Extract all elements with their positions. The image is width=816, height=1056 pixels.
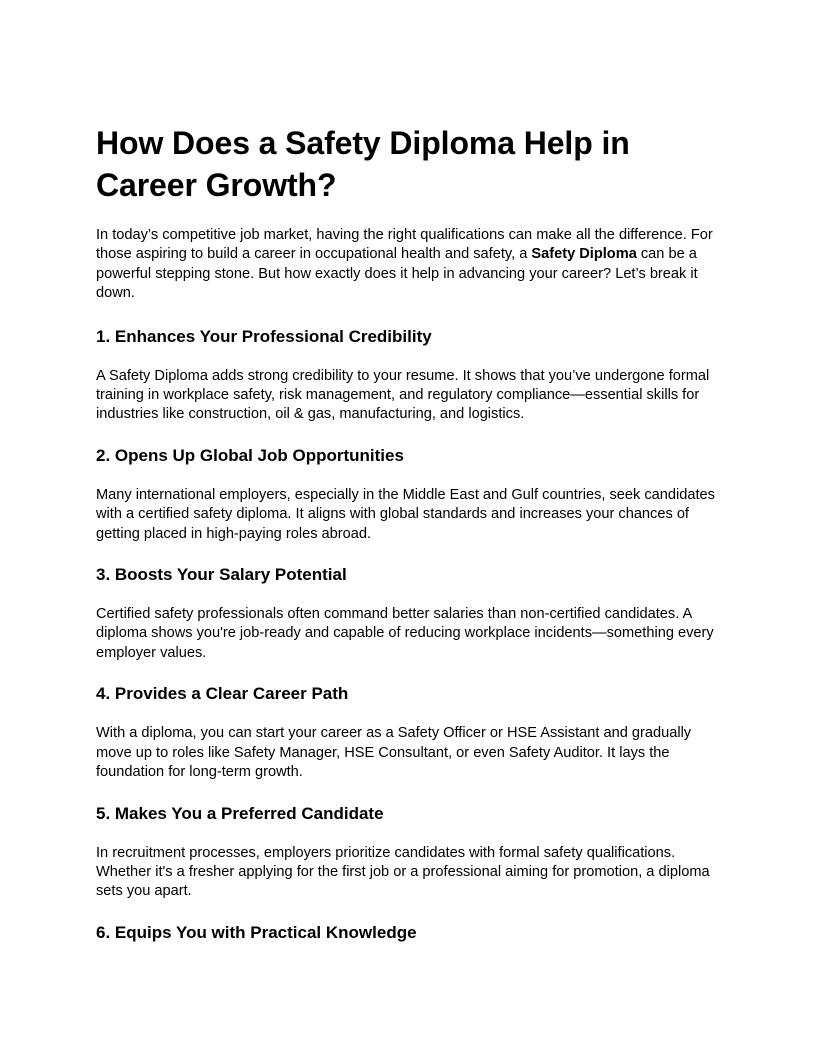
section-credibility [96,326,722,425]
section-career-path [96,683,722,782]
intro-paragraph [96,226,722,304]
section-heading: 1. Enhances Your Professional Credibility [96,326,432,346]
intro-text-after: can be a powerful stepping stone. But how exactly does it help in advancing your career? Let’s break it down. [96,246,698,302]
section-preferred-candidate [96,803,722,902]
section-heading: 4. Provides a Clear Career Path [96,684,349,704]
intro-text-before: In today’s competitive job market, having the right qualifications can make all the difference. For those aspiring to build a career in occupational health and safety, a [96,227,713,263]
intro-bold-term: Safety Diploma [531,246,637,263]
section-body: Certified safety professionals often command better salaries than non-certified candidates. A diploma shows you're job-ready and capable of reducing workplace incidents—something every employer values. [96,606,714,661]
section-practical-knowledge [96,922,722,944]
document-page [96,122,722,963]
section-heading: 5. Makes You a Preferred Candidate [96,803,384,823]
section-body: A Safety Diploma adds strong credibility to your resume. It shows that you’ve undergone formal training in workplace safety, risk management, and regulatory compliance—essential skills for industries like construction, oil & gas, manufacturing, and logistics. [96,367,710,423]
section-heading: 3. Boosts Your Salary Potential [96,565,347,585]
section-body: In recruitment processes, employers prioritize candidates with formal safety qualifications. Whether it's a fresher applying for the first job or a professional aiming for promotion, a diploma sets you apart. [96,844,710,900]
section-salary [96,564,722,663]
section-body: With a diploma, you can start your career as a Safety Officer or HSE Assistant and gradually move up to roles like Safety Manager, HSE Consultant, or even Safety Auditor. It lays the foundation for long-term growth. [96,725,692,781]
section-heading: 6. Equips You with Practical Knowledge [96,922,417,942]
section-global-opportunities [96,445,722,544]
section-body: Many international employers, especially in the Middle East and Gulf countries, seek candidates with a certified safety diploma. It aligns with global standards and increases your chances of getting placed in high-paying roles abroad. [96,486,715,542]
page-title: How Does a Safety Diploma Help in Career Growth? [96,125,630,203]
section-heading: 2. Opens Up Global Job Opportunities [96,445,404,465]
